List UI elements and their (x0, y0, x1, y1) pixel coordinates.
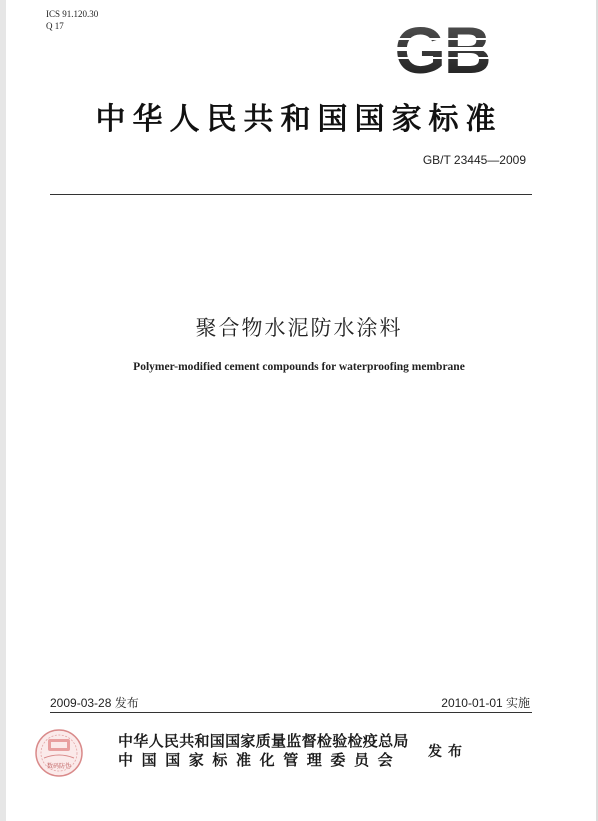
header-divider (50, 194, 532, 195)
issuer-sac: 中国国家标准化管理委员会 (118, 751, 402, 769)
issuer-aqsiq: 中华人民共和国国家质量监督检验检疫总局 (118, 732, 409, 750)
standard-number: GB/T 23445—2009 (422, 153, 526, 167)
issue-date: 2009-03-28 发布 (50, 696, 139, 710)
publish-label: 发布 (428, 744, 468, 760)
gb-logo (385, 18, 500, 80)
anti-counterfeit-seal-icon (34, 728, 84, 778)
seal-text: 数码防伪 (46, 763, 72, 770)
ccs-code: Q 17 (46, 21, 64, 31)
implementation-date: 2010-01-01 实施 (441, 696, 530, 710)
document-title-english: Polymer-modified cement compounds for waterproofing membrane (133, 361, 465, 373)
document-title-chinese: 聚合物水泥防水涂料 (195, 316, 403, 340)
ics-code: ICS 91.120.30 (46, 9, 99, 19)
national-standard-heading: 中华人民共和国国家标准 (95, 102, 503, 137)
classification-codes (46, 8, 98, 32)
footer-divider (50, 712, 532, 713)
issuing-authorities (118, 732, 409, 770)
